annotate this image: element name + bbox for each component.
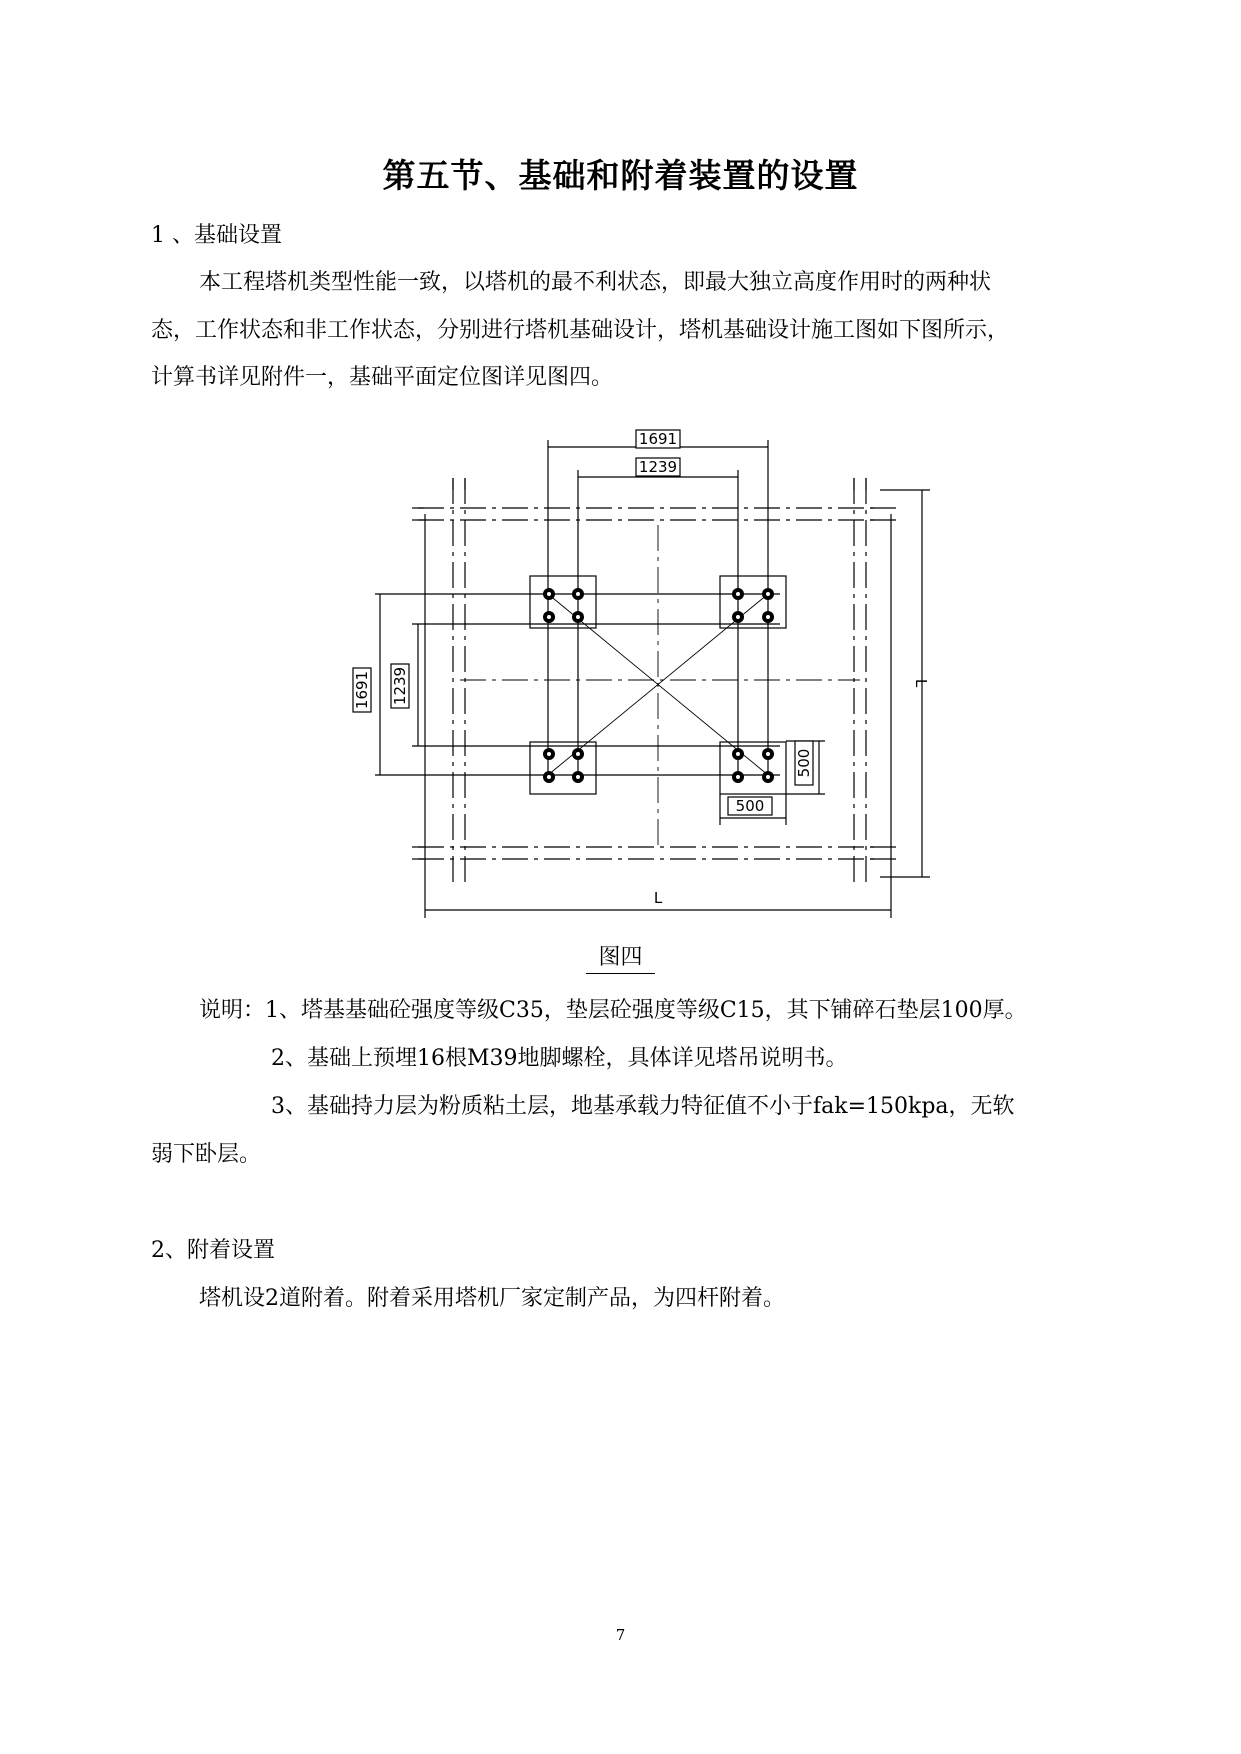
base-plate: [720, 576, 786, 628]
dim-plate-width: 500: [735, 797, 765, 815]
dim-outer-width: 1691: [638, 430, 678, 448]
dim-side-length-bottom: L: [653, 889, 663, 907]
base-plate: [530, 742, 596, 794]
dim-side-length-right: L: [912, 678, 930, 688]
section1-paragraph-line-3: 计算书详见附件一，基础平面定位图详见图四。: [151, 365, 614, 390]
section2-heading: 2、附着设置: [151, 1238, 275, 1263]
dim-inner-width: 1239: [638, 458, 678, 476]
note-3-line-2: 弱下卧层。: [151, 1142, 262, 1167]
note-1: 说明：1、塔基基础砼强度等级C35，垫层砼强度等级C15，其下铺碎石垫层100厚。: [199, 998, 1027, 1023]
base-plate: [720, 742, 786, 794]
figure-caption-text: 图四: [586, 940, 654, 974]
figure-caption: [0, 940, 1241, 974]
note-2: 2、基础上预埋16根M39地脚螺栓，具体详见塔吊说明书。: [271, 1046, 848, 1071]
section1-paragraph-line-2: 态，工作状态和非工作状态，分别进行塔机基础设计，塔机基础设计施工图如下图所示，: [151, 318, 1010, 343]
foundation-outline: [418, 478, 880, 888]
section1-heading: 1 、基础设置: [151, 223, 282, 248]
foundation-plan-drawing: [330, 420, 950, 940]
dim-plate-height: 500: [795, 748, 813, 778]
page-number: 7: [615, 1626, 626, 1644]
base-plate: [530, 576, 596, 628]
page-title: 第五节、基础和附着装置的设置: [382, 156, 859, 195]
dim-outer-height: 1691: [353, 670, 371, 710]
section1-paragraph-line-1: 本工程塔机类型性能一致，以塔机的最不利状态，即最大独立高度作用时的两种状: [199, 270, 992, 295]
note-3-line-1: 3、基础持力层为粉质粘土层，地基承载力特征值不小于fak=150kpa，无软: [271, 1094, 1015, 1119]
section2-paragraph: 塔机设2道附着。附着采用塔机厂家定制产品，为四杆附着。: [199, 1286, 785, 1311]
dim-inner-height: 1239: [391, 666, 409, 706]
